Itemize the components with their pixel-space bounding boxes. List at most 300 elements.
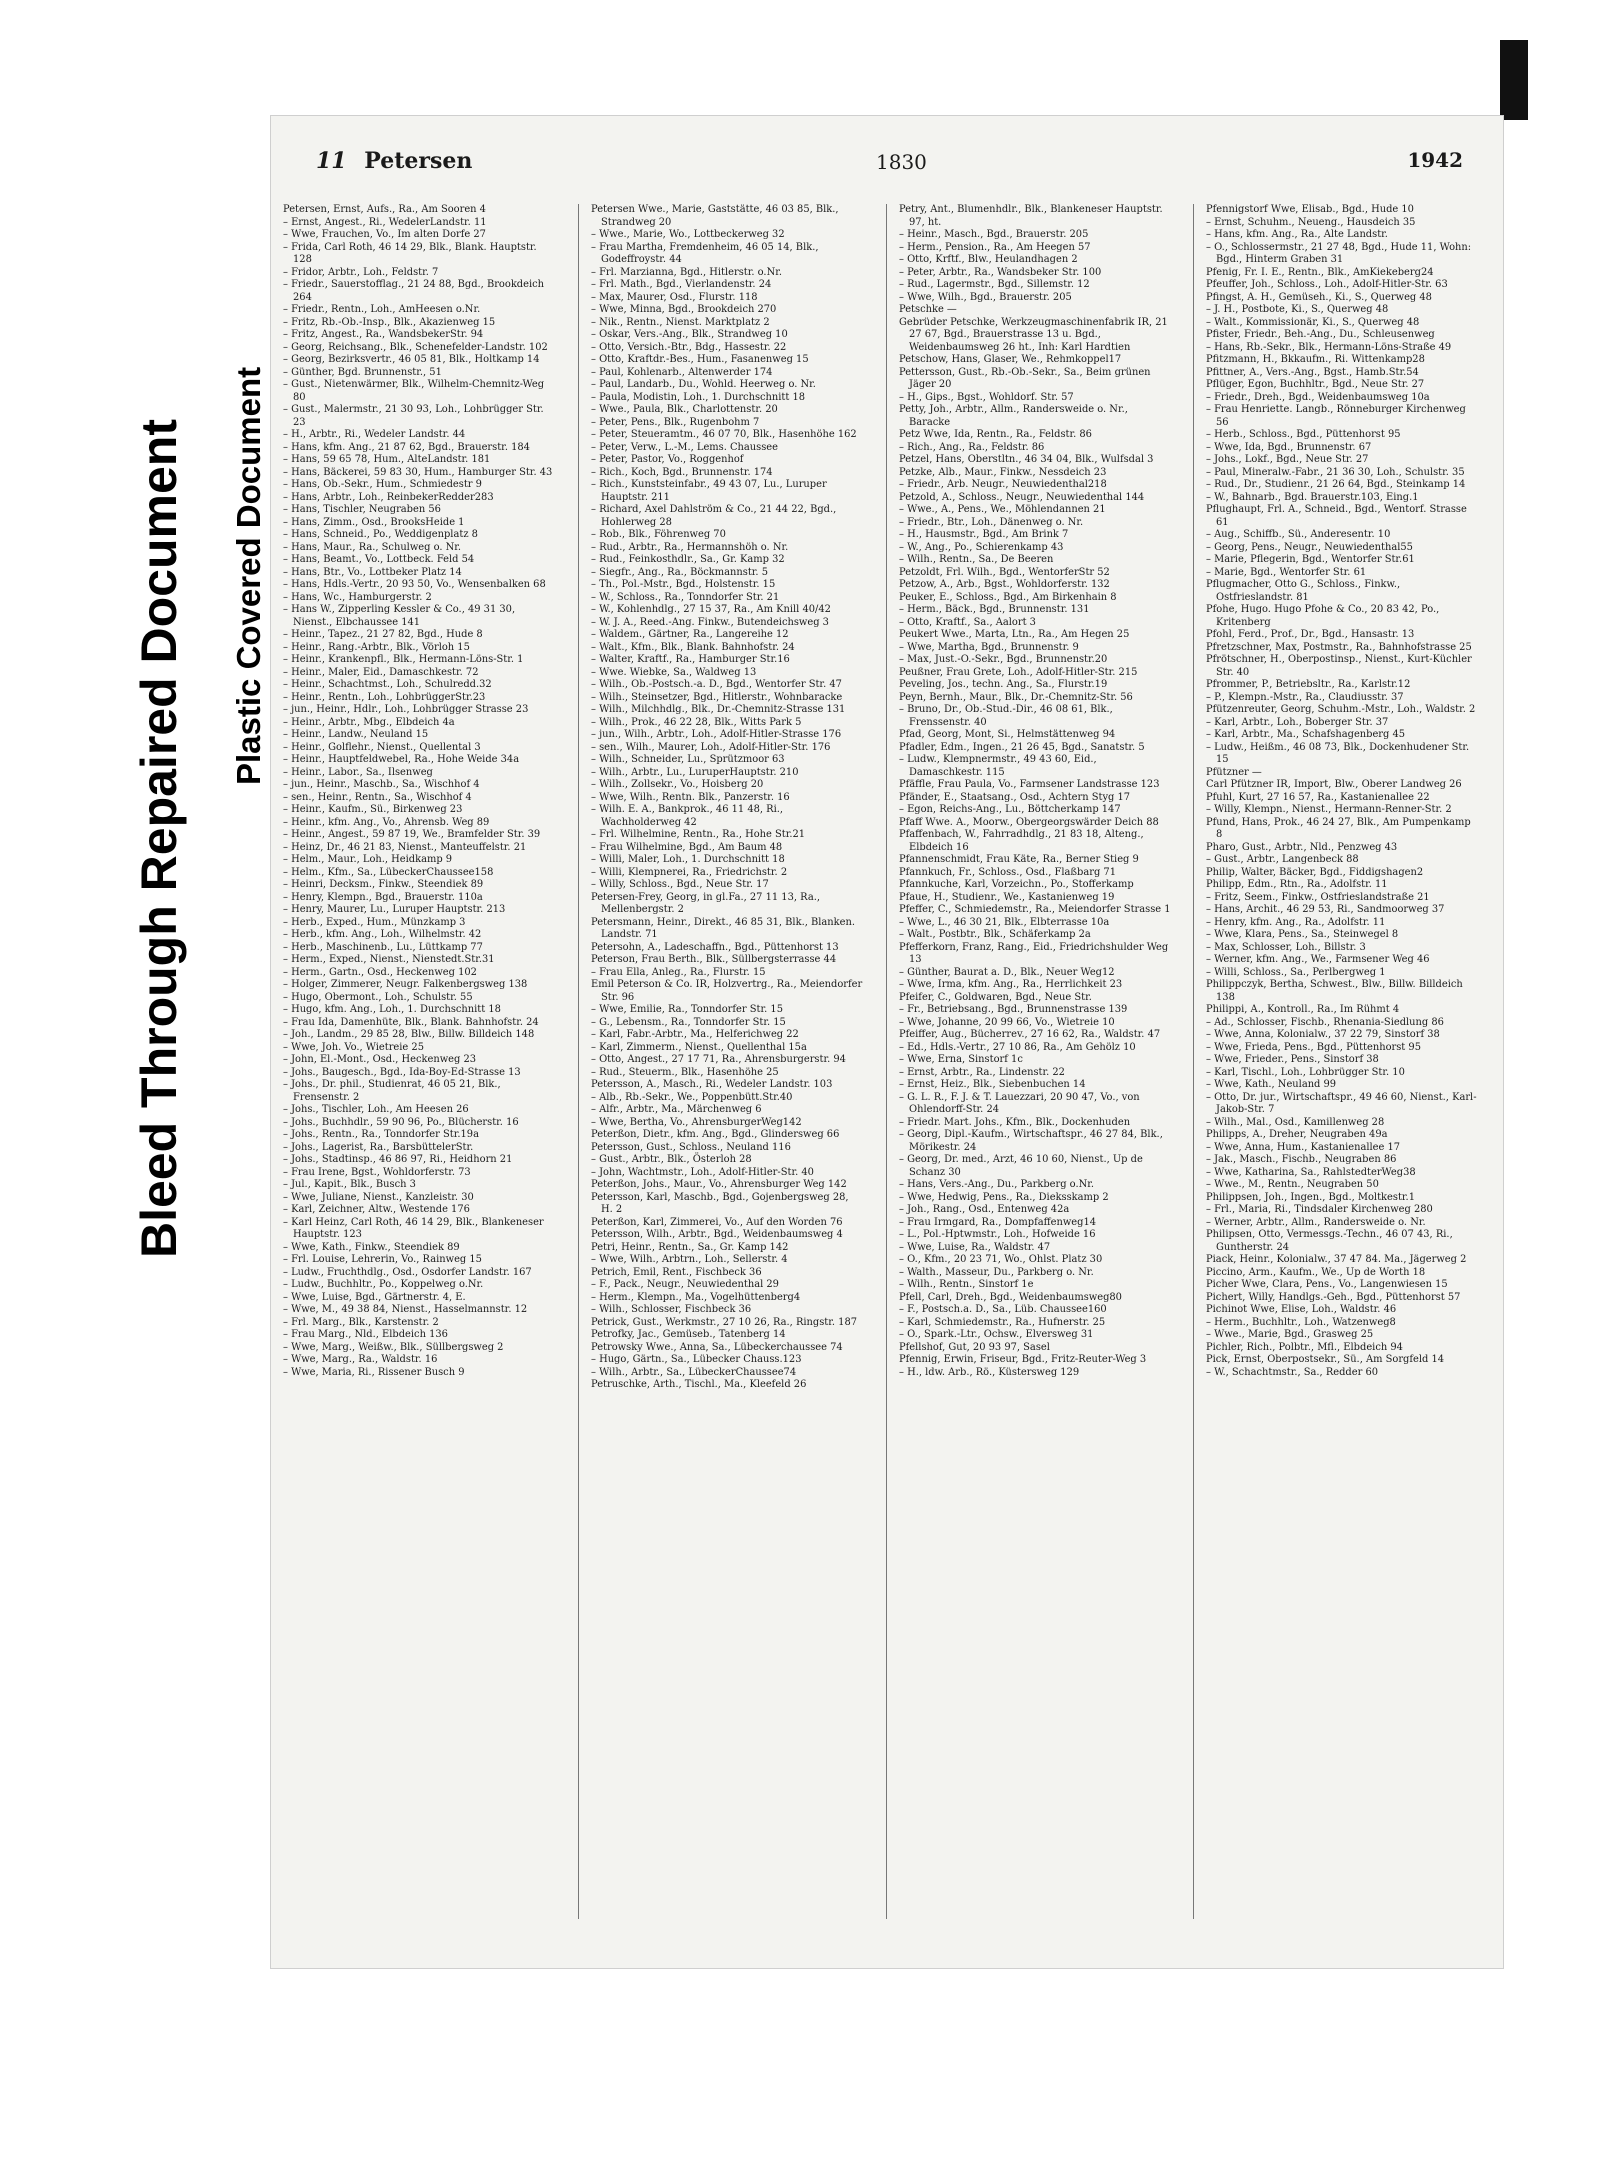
directory-entry: – Georg, Pens., Neugr., Neuwiedenthal55 [1206, 541, 1413, 553]
directory-entry: – Heinr., Tapez., 21 27 82, Bgd., Hude 8 [283, 629, 483, 640]
directory-entry: – Wilh., Schneider, Lu., Sprützmoor 63 [591, 754, 785, 765]
directory-entry: Petersen Wwe., Marie, Gaststätte, 46 03 85, Blk., Strandweg 20 [591, 204, 839, 228]
directory-entry: Peterßon, Johs., Maur., Vo., Ahrensburger Weg 142 [591, 1179, 847, 1190]
directory-entry: – Hans, Schneid., Po., Weddigenplatz 8 [283, 529, 478, 540]
directory-entry: – Th., Pol.-Mstr., Bgd., Holstenstr. 15 [591, 579, 776, 590]
directory-entry: – Siegfr., Ang., Ra., Böckmannstr. 5 [591, 566, 768, 578]
directory-entry: – Max, Just.-O.-Sekr., Bgd., Brunnenstr.20 [899, 654, 1108, 665]
directory-entry: – Wilh., Mal., Osd., Kamillenweg 28 [1206, 1116, 1385, 1128]
directory-entry: – Georg, Bezirksvertr., 46 05 81, Blk., Holtkamp 14 [283, 354, 540, 365]
directory-entry: – Johs., Lokf., Bgd., Neue Str. 27 [1206, 454, 1369, 465]
directory-entry: – Frau Marg., Nld., Elbdeich 136 [283, 1329, 448, 1340]
directory-entry: – Karl, Fabr.-Arbtr., Ma., Helferichweg 22 [591, 1029, 799, 1040]
directory-entry: Pfrötschner, H., Oberpostinsp., Nienst., Kurt-Küchler Str. 40 [1206, 654, 1472, 678]
directory-entry: – Hans, Bäckerei, 59 83 30, Hum., Hamburger Str. 43 [283, 466, 553, 478]
directory-entry: – Hans, Ob.-Sekr., Hum., Schmiedestr 9 [283, 479, 482, 490]
directory-entry: – Frl., Maria, Ri., Tindsdaler Kirchenweg 280 [1206, 1204, 1433, 1215]
directory-entry: Pfund, Hans, Prok., 46 24 27, Blk., Am Pumpenkamp 8 [1206, 816, 1471, 840]
directory-entry: – Peter, Verw., L.-M., Lems. Chaussee [591, 441, 778, 453]
directory-entry: – Wilh., Steinsetzer, Bgd., Hitlerstr., Wohnbaracke [591, 691, 843, 703]
directory-entry: – Peter, Arbtr., Ra., Wandsbeker Str. 100 [899, 266, 1102, 278]
directory-entry: – Johs., Buchhdlr., 59 90 96, Po., Blücherstr. 16 [283, 1116, 519, 1128]
directory-entry: Petschke — [899, 304, 957, 315]
directory-entry: – sen., Wilh., Maurer, Loh., Adolf-Hitler-Str. 176 [591, 741, 831, 753]
directory-entry: Piack, Heinr., Kolonialw., 37 47 84. Ma., Jägerweg 2 [1206, 1254, 1467, 1265]
column-4 [1206, 204, 1478, 1924]
year-label: 1942 [1407, 148, 1463, 172]
directory-entry: Pfell, Carl, Dreh., Bgd., Weidenbaumsweg80 [899, 1291, 1122, 1303]
directory-entry: – Wilh. E. A., Bankprok., 46 11 48, Ri., Wachholderweg 42 [591, 804, 784, 828]
directory-entry: – G. L. R., F. J. & T. Lauezzari, 20 90 47, Vo., von Ohlendorff-Str. 24 [899, 1091, 1140, 1115]
directory-entry: – Heinr., Rang.-Arbtr., Blk., Vörloh 15 [283, 641, 470, 653]
directory-entry: – Otto, Versich.-Btr., Bdg., Hassestr. 22 [591, 341, 787, 353]
directory-entry: Peterson, Frau Berth., Blk., Süllbergsterrasse 44 [591, 954, 837, 965]
directory-entry: Pfaffenbach, W., Fahrradhdlg., 21 83 18, Alteng., Elbdeich 16 [899, 829, 1144, 853]
directory-entry: Pfeuffer, Joh., Schloss., Loh., Adolf-Hitler-Str. 63 [1206, 279, 1448, 290]
directory-entry: – Gust., Malermstr., 21 30 93, Loh., Lohbrügger Str. 23 [283, 404, 544, 428]
column-rule [578, 204, 579, 1919]
directory-entry: – Heinr., kfm. Ang., Vo., Ahrensb. Weg 89 [283, 816, 490, 828]
directory-entry: – Wilh., Arbtr., Sa., LübeckerChaussee74 [591, 1366, 797, 1378]
directory-entry: – Rob., Blk., Föhrenweg 70 [591, 529, 726, 540]
directory-entry: – Bruno, Dr., Ob.-Stud.-Dir., 46 08 61, Blk., Frenssenstr. 40 [899, 704, 1113, 728]
directory-entry: Pick, Ernst, Oberpostsekr., Sü., Am Sorgfeld 14 [1206, 1354, 1445, 1365]
directory-entry: Peuker, E., Schloss., Bgd., Am Birkenhain 8 [899, 591, 1117, 603]
directory-entry: Petry, Ant., Blumenhdlr., Blk., Blankeneser Hauptstr. 97, ht. [899, 204, 1163, 228]
directory-entry: – Henry, kfm. Ang., Ra., Adolfstr. 11 [1206, 916, 1386, 928]
running-head-title: Petersen [364, 148, 473, 174]
directory-entry: – Karl, Arbtr., Loh., Boberger Str. 37 [1206, 716, 1389, 728]
directory-entry: Pfannkuch, Fr., Schloss., Osd., Flaßbarg 71 [899, 866, 1116, 878]
directory-entry: – Karl Heinz, Carl Roth, 46 14 29, Blk., Blankeneser Hauptstr. 123 [283, 1216, 544, 1240]
directory-entry: Petzold, A., Schloss., Neugr., Neuwiedenthal 144 [899, 491, 1145, 503]
directory-entry: – G., Lebensm., Ra., Tonndorfer Str. 15 [591, 1016, 786, 1028]
directory-entry: – Friedr., Btr., Loh., Dänenweg o. Nr. [899, 516, 1084, 528]
directory-entry: – W., Bahnarb., Bgd. Brauerstr.103, Eing.1 [1206, 491, 1419, 503]
directory-entry: – jun., Wilh., Arbtr., Loh., Adolf-Hitler-Strasse 176 [591, 729, 842, 740]
directory-entry: Peterßon, Karl, Zimmerei, Vo., Auf den Worden 76 [591, 1216, 843, 1228]
directory-entry: – Frl. Wilhelmine, Rentn., Ra., Hohe Str.21 [591, 829, 806, 840]
directory-entry: Petruschke, Arth., Tischl., Ma., Kleefeld 26 [591, 1379, 807, 1390]
directory-entry: – Wwe, Klara, Pens., Sa., Steinwegel 8 [1206, 929, 1399, 940]
directory-entry: – Hans W., Zipperling Kessler & Co., 49 31 30, Nienst., Elbchaussee 141 [283, 604, 516, 628]
directory-entry: Petersen-Frey, Georg, in gl.Fa., 27 11 13, Ra., Mellenbergstr. 2 [591, 891, 820, 915]
directory-entry: Petrowsky Wwe., Anna, Sa., Lübeckerchaussee 74 [591, 1341, 843, 1353]
directory-entry: – Wwe, Frauchen, Vo., Im alten Dorfe 27 [283, 229, 486, 240]
directory-entry: Pfitzmann, H., Bkkaufm., Ri. Wittenkamp28 [1206, 354, 1425, 365]
directory-entry: – Oskar, Vers.-Ang., Blk., Strandweg 10 [591, 329, 788, 340]
directory-entry: – Johs., Baugesch., Bgd., Ida-Boy-Ed-Strasse 13 [283, 1066, 521, 1078]
directory-entry: – Paul, Landarb., Du., Wohld. Heerweg o. Nr. [591, 379, 816, 390]
directory-entry: – Heinr., Schachtmst., Loh., Schulredd.32 [283, 679, 492, 690]
directory-entry: – Wwe, Luise, Ra., Waldstr. 47 [899, 1241, 1051, 1253]
directory-entry: – H., Gips., Bgst., Wohldorf. Str. 57 [899, 391, 1074, 403]
directory-entry: Pfenig, Fr. I. E., Rentn., Blk., AmKiekeberg24 [1206, 266, 1434, 278]
directory-entry: Pfützenreuter, Georg, Schuhm.-Mstr., Loh., Waldstr. 2 [1206, 704, 1476, 715]
directory-entry: – Hans, Beamt., Vo., Lottbeck. Feld 54 [283, 554, 475, 565]
directory-entry: – Holger, Zimmerer, Neugr. Falkenbergsweg 138 [283, 979, 528, 990]
directory-entry: – Peter, Pens., Blk., Rugenbohm 7 [591, 416, 760, 428]
directory-entry: Petrich, Emil, Rent., Fischbeck 36 [591, 1266, 762, 1278]
directory-entry: – Frau Irmgard, Ra., Dompfaffenweg14 [899, 1216, 1097, 1228]
directory-entry: – Willi, Schloss., Sa., Perlbergweg 1 [1206, 966, 1386, 978]
directory-entry: – Wwe, L., 46 30 21, Blk., Elbterrasse 10a [899, 916, 1110, 928]
directory-entry: Peyn, Bernh., Maur., Blk., Dr.-Chemnitz-Str. 56 [899, 691, 1133, 703]
directory-entry: – Fritz, Seem., Finkw., Ostfrieslandstraße 21 [1206, 891, 1430, 903]
directory-entry: – Wwe, Kath., Neuland 99 [1206, 1079, 1337, 1090]
directory-entry: – Johs., Stadtinsp., 46 86 97, Ri., Heidhorn 21 [283, 1154, 513, 1165]
directory-entry: – Rud., Lagermstr., Bgd., Sillemstr. 12 [899, 279, 1090, 290]
directory-entry: Pflugmacher, Otto G., Schloss., Finkw., Ostfrieslandstr. 81 [1206, 579, 1401, 603]
directory-entry: – Wwe, Wilh., Bgd., Brauerstr. 205 [899, 291, 1072, 303]
directory-entry: – O., Schlossermstr., 21 27 48, Bgd., Hude 11, Wohn: Bgd., Hinterm Graben 31 [1206, 241, 1472, 265]
running-head-left [316, 148, 472, 174]
directory-entry: – Karl, Tischl., Loh., Lohbrügger Str. 10 [1206, 1066, 1405, 1078]
directory-entry: Philipsen, Otto, Vermessgs.-Techn., 46 07 43, Ri., Guntherstr. 24 [1206, 1229, 1453, 1253]
directory-entry: – Rich., Kunststeinfabr., 49 43 07, Lu., Luruper Hauptstr. 211 [591, 479, 827, 503]
directory-entry: – Paul, Kohlenarb., Altenwerder 174 [591, 366, 773, 378]
directory-entry: Philipp, Edm., Rtn., Ra., Adolfstr. 11 [1206, 879, 1388, 890]
directory-entry: – W. J. A., Reed.-Ang. Finkw., Butendeichsweg 3 [591, 616, 829, 628]
directory-entry: – Richard, Axel Dahlström & Co., 21 44 22, Bgd., Hohlerweg 28 [591, 504, 837, 528]
directory-entry: – Otto, Angest., 27 17 71, Ra., Ahrensburgerstr. 94 [591, 1054, 846, 1065]
directory-entry: – Herb., Schloss., Bgd., Püttenhorst 95 [1206, 429, 1401, 440]
directory-entry: – Paul, Mineralw.-Fabr., 21 36 30, Loh., Schulstr. 35 [1206, 466, 1465, 478]
directory-entry: – Jak., Masch., Fischb., Neugraben 86 [1206, 1154, 1397, 1165]
directory-entry: – Wilh., Prok., 46 22 28, Blk., Witts Park 5 [591, 716, 802, 728]
directory-entry: – Walt., Kfm., Blk., Blank. Bahnhofstr. 24 [591, 641, 795, 653]
directory-entry: Pfingst, A. H., Gemüseh., Ki., S., Querweg 48 [1206, 291, 1432, 303]
directory-entry: Petzke, Alb., Maur., Finkw., Nessdeich 23 [899, 466, 1107, 478]
directory-entry: Pfad, Georg, Mont, Si., Helmstättenweg 94 [899, 729, 1116, 740]
directory-entry: Philippczyk, Bertha, Schwest., Blw., Billw. Billdeich 138 [1206, 979, 1463, 1003]
directory-entry: – Wwe, Wilh., Arbtrn., Loh., Sellerstr. 4 [591, 1254, 788, 1265]
directory-entry: Philippsen, Joh., Ingen., Bgd., Moltkestr.1 [1206, 1191, 1415, 1203]
directory-entry: – jun., Heinr., Hdlr., Loh., Lohbrügger Strasse 23 [283, 704, 529, 715]
directory-entry: – Hans, Btr., Vo., Lottbeker Platz 14 [283, 566, 462, 578]
bleed-through-label [130, 419, 188, 1258]
directory-entry: – Herb., Exped., Hum., Münzkamp 3 [283, 916, 466, 928]
directory-entry: – Gust., Arbtr., Langenbeck 88 [1206, 854, 1359, 865]
directory-entry: – W., Ang., Po., Schierenkamp 43 [899, 541, 1064, 553]
directory-entry: Philip, Walter, Bäcker, Bgd., Fiddigshagen2 [1206, 866, 1424, 878]
directory-entry: – Henry, Klempn., Bgd., Brauerstr. 110a [283, 891, 483, 903]
directory-entry: – Karl, Arbtr., Ma., Schafshagenberg 45 [1206, 729, 1406, 740]
directory-entry: – Heinr., Arbtr., Mbg., Elbdeich 4a [283, 716, 455, 728]
directory-entry: – Hans, Vers.-Ang., Du., Parkberg o.Nr. [899, 1179, 1094, 1190]
directory-entry: – Nik., Rentn., Nienst. Marktplatz 2 [591, 316, 770, 328]
directory-entry: – Friedr., Rentn., Loh., AmHeesen o.Nr. [283, 304, 481, 315]
directory-entry: – Friedr. Mart. Johs., Kfm., Blk., Dockenhuden [899, 1116, 1131, 1128]
directory-entry: – Fritz, Angest., Ra., WandsbekerStr. 94 [283, 329, 484, 340]
directory-entry: – Wwe, Ida, Bgd., Brunnenstr. 67 [1206, 441, 1372, 453]
directory-entry: – F., Pack., Neugr., Neuwiedenthal 29 [591, 1279, 779, 1290]
directory-entry: Petri, Heinr., Rentn., Sa., Gr. Kamp 142 [591, 1241, 789, 1253]
directory-entry: – Otto, Kraftf., Sa., Aalort 3 [899, 616, 1036, 628]
directory-entry: – Wwe, M., 49 38 84, Nienst., Hasselmannstr. 12 [283, 1304, 528, 1315]
directory-entry: – Wilh., Milchhdlg., Blk., Dr.-Chemnitz-Strasse 131 [591, 704, 846, 715]
column-rule [1193, 204, 1194, 1919]
directory-entry: – Frl. Marg., Blk., Karstenstr. 2 [283, 1316, 439, 1328]
directory-entry: – Heinr., Rentn., Loh., LohbrüggerStr.23 [283, 691, 486, 703]
directory-entry: – Heinr., Golflehr., Nienst., Quellental 3 [283, 741, 481, 753]
directory-entry: Petz Wwe, Ida, Rentn., Ra., Feldstr. 86 [899, 429, 1092, 440]
directory-entry: – Rud., Arbtr., Ra., Hermannshöh o. Nr. [591, 541, 789, 553]
directory-entry: – Wwe, Anna, Kolonialw., 37 22 79, Sinstorf 38 [1206, 1029, 1440, 1040]
directory-entry: – Wwe, Martha, Bgd., Brunnenstr. 9 [899, 641, 1079, 653]
directory-entry: Petty, Joh., Arbtr., Allm., Randersweide o. Nr., Baracke [899, 404, 1128, 428]
directory-entry: Pfeifer, C., Goldwaren, Bgd., Neue Str. [899, 991, 1092, 1003]
directory-entry: Pfuhl, Kurt, 27 16 57, Ra., Kastanienallee 22 [1206, 791, 1430, 803]
directory-entry: – Frau Irene, Bgst., Wohldorferstr. 73 [283, 1166, 471, 1178]
directory-entry: – Wwe, Luise, Bgd., Gärtnerstr. 4, E. [283, 1291, 466, 1303]
directory-entry: – Johs., Lagerist, Ra., BarsbüttelerStr. [283, 1141, 474, 1153]
directory-entry: Petrick, Gust., Werkmstr., 27 10 26, Ra., Ringstr. 187 [591, 1316, 858, 1328]
directory-entry: – Rud., Steuerm., Blk., Hasenhöhe 25 [591, 1066, 779, 1078]
directory-entry: – Gust., Arbtr., Blk., Österloh 28 [591, 1154, 752, 1165]
directory-entry: – Ludw., Heißm., 46 08 73, Blk., Dockenhudener Str. 15 [1206, 741, 1470, 765]
directory-entry: – Walt., Kommissionär, Ki., S., Querweg 48 [1206, 316, 1420, 328]
directory-entry: – Peter, Pastor, Vo., Roggenhof [591, 454, 744, 465]
directory-entry: – Wwe, Erna, Sinstorf 1c [899, 1054, 1023, 1065]
directory-entry: – Wilh., Ob.-Postsch.-a. D., Bgd., Wentorfer Str. 47 [591, 679, 842, 690]
directory-entry: – Wilh., Schlosser, Fischbeck 36 [591, 1304, 752, 1315]
directory-entry: – H., ldw. Arb., Rö., Küstersweg 129 [899, 1366, 1080, 1378]
directory-entry: – Georg, Dr. med., Arzt, 46 10 60, Nienst., Up de Schanz 30 [899, 1154, 1143, 1178]
directory-entry: – Frau Martha, Fremdenheim, 46 05 14, Blk., Godeffroystr. 44 [591, 241, 819, 265]
directory-entry: – H., Arbtr., Ri., Wedeler Landstr. 44 [283, 429, 466, 440]
directory-entry: Pfannkuche, Karl, Vorzeichn., Po., Stofferkamp [899, 879, 1134, 890]
directory-entry: – L., Pol.-Hptwmstr., Loh., Hofweide 16 [899, 1229, 1096, 1240]
directory-entry: – Hans, Arbtr., Loh., ReinbekerRedder283 [283, 491, 494, 503]
directory-entry: – Wwe, Juliane, Nienst., Kanzleistr. 30 [283, 1191, 474, 1203]
directory-entry: – Fr., Betriebsang., Bgd., Brunnenstrasse 139 [899, 1004, 1128, 1015]
directory-entry: – Hans, Archit., 46 29 53, Ri., Sandmoorweg 37 [1206, 904, 1445, 915]
column-rule [886, 204, 887, 1919]
directory-entry: Philippi, A., Kontroll., Ra., Im Rühmt 4 [1206, 1004, 1400, 1015]
directory-entry: – Fritz, Rb.-Ob.-Insp., Blk., Akazienweg 15 [283, 316, 496, 328]
directory-entry: – Rud., Feinkosthdlr., Sa., Gr. Kamp 32 [591, 554, 785, 565]
directory-entry: – J. H., Postbote, Ki., S., Querweg 48 [1206, 304, 1389, 315]
directory-entry: – Ludw., Buchhltr., Po., Koppelweg o.Nr. [283, 1279, 484, 1290]
directory-entry: – Wilh., Zollsekr., Vo., Hoisberg 20 [591, 779, 764, 790]
directory-entry: – Heinr., Hauptfeldwebel, Ra., Hohe Weide 34a [283, 754, 520, 765]
directory-entry: – Helm., Maur., Loh., Heidkamp 9 [283, 854, 453, 865]
directory-entry: Pettersson, Gust., Rb.-Ob.-Sekr., Sa., Beim grünen Jäger 20 [899, 366, 1151, 390]
directory-entry: – Hans, Rb.-Sekr., Blk., Hermann-Löns-Straße 49 [1206, 341, 1452, 353]
directory-entry: – Willi, Maler, Loh., 1. Durchschnitt 18 [591, 854, 785, 865]
directory-entry: – Wwe., Marie, Bgd., Grasweg 25 [1206, 1329, 1374, 1340]
directory-entry: – Georg, Reichsang., Blk., Schenefelder-Landstr. 102 [283, 341, 548, 353]
directory-entry: – Wwe, Maria, Ri., Rissener Busch 9 [283, 1366, 465, 1378]
directory-entry: – Friedr., Dreh., Bgd., Weidenbaumsweg 10a [1206, 391, 1430, 403]
directory-entry: Petzow, A., Arb., Bgst., Wohldorferstr. 132 [899, 579, 1110, 590]
directory-entry: – Wwe, Minna, Bgd., Brookdeich 270 [591, 304, 777, 315]
directory-entry: Petschow, Hans, Glaser, We., Rehmkoppel17 [899, 354, 1122, 365]
directory-entry: – Hans, Tischler, Neugraben 56 [283, 504, 441, 515]
directory-entry: – Herm., Pension., Ra., Am Heegen 57 [899, 241, 1091, 253]
directory-entry: Pfannenschmidt, Frau Käte, Ra., Berner Stieg 9 [899, 854, 1139, 865]
directory-entry: – Herm., Buchhltr., Loh., Watzenweg8 [1206, 1316, 1396, 1328]
directory-entry: Petersson, Karl, Maschb., Bgd., Gojenbergsweg 28, H. 2 [591, 1191, 849, 1215]
directory-entry: Petersmann, Heinr., Direkt., 46 85 31, Blk., Blanken. Landstr. 71 [591, 916, 855, 940]
directory-entry: – Wwe, Marg., Weißw., Blk., Süllbergsweg 2 [283, 1341, 504, 1353]
directory-entry: Pflüger, Egon, Buchhltr., Bgd., Neue Str. 27 [1206, 379, 1425, 390]
directory-entry: Pfefferkorn, Franz, Rang., Eid., Friedrichshulder Weg 13 [899, 941, 1169, 965]
directory-entry: – Johs., Tischler, Loh., Am Heesen 26 [283, 1104, 469, 1115]
directory-entry: – Herm., Gartn., Osd., Heckenweg 102 [283, 966, 477, 978]
directory-entry: – Alb., Rb.-Sekr., We., Poppenbütt.Str.40 [591, 1091, 793, 1103]
directory-entry: – Werner, Arbtr., Allm., Randersweide o. Nr. [1206, 1216, 1426, 1228]
directory-entry: Pfellshof, Gut, 20 93 97, Sasel [899, 1341, 1050, 1353]
directory-entry: – Hans, 59 65 78, Hum., AlteLandstr. 181 [283, 454, 491, 465]
directory-entry: – Frl. Louise, Lehrerin, Vo., Rainweg 15 [283, 1254, 482, 1265]
directory-entry: Emil Peterson & Co. IR, Holzvertrg., Ra., Meiendorfer Str. 96 [591, 979, 863, 1003]
directory-entry: Pfaff Wwe. A., Moorw., Obergeorgswärder Deich 88 [899, 816, 1159, 828]
directory-entry: – Frau Wilhelmine, Bgd., Am Baum 48 [591, 841, 783, 853]
directory-entry: – Peter, Steueramtm., 46 07 70, Blk., Hasenhöhe 162 [591, 429, 857, 440]
directory-entry: Petrofky, Jac., Gemüseb., Tatenberg 14 [591, 1329, 786, 1340]
directory-entry: – Wilh., Rentn., Sinstorf 1e [899, 1279, 1034, 1290]
directory-entry: – Ernst, Heiz., Blk., Siebenbuchen 14 [899, 1079, 1086, 1090]
directory-entry: Petersen, Ernst, Aufs., Ra., Am Sooren 4 [283, 204, 486, 215]
directory-entry: – W., Schloss., Ra., Tonndorfer Str. 21 [591, 591, 780, 603]
directory-entry: – Wwe, Katharina, Sa., RahlstedterWeg38 [1206, 1166, 1416, 1178]
directory-entry: – Herb., Maschinenb., Lu., Lüttkamp 77 [283, 941, 483, 953]
directory-entry: – Herm., Klempn., Ma., Vogelhüttenberg4 [591, 1291, 801, 1303]
directory-entry: Pfadler, Edm., Ingen., 21 26 45, Bgd., Sanatstr. 5 [899, 741, 1145, 753]
directory-entry: Piccino, Arm., Kaufm., We., Up de Worth 18 [1206, 1266, 1426, 1278]
page-number: 1830 [876, 150, 927, 174]
directory-entry: – Günther, Bgd. Brunnenstr., 51 [283, 366, 442, 378]
directory-entry: – Wwe., A., Pens., We., Möhlendannen 21 [899, 504, 1106, 515]
directory-entry: – Rich., Koch, Bgd., Brunnenstr. 174 [591, 466, 773, 478]
directory-entry: – Hugo, Gärtn., Sa., Lübecker Chauss.123 [591, 1354, 802, 1365]
directory-entry: – W., Kohlenhdlg., 27 15 37, Ra., Am Knill 40/42 [591, 604, 831, 615]
directory-entry: – Egon, Reichs-Ang., Lu., Böttcherkamp 147 [899, 804, 1121, 815]
plastic-covered-label: Plastic Covered Document [230, 366, 267, 785]
directory-page [270, 115, 1504, 1969]
directory-entry: – Frau Ida, Damenhüte, Blk., Blank. Bahnhofstr. 24 [283, 1016, 539, 1028]
directory-entry: Pfaue, H., Studienr., We., Kastanienweg 19 [899, 891, 1115, 903]
directory-entry: – Herm., Bäck., Bgd., Brunnenstr. 131 [899, 604, 1090, 615]
directory-entry: – Wilh., Rentn., Sa., De Beeren [899, 554, 1054, 565]
directory-entry: – Wwe, Irma, kfm. Ang., Ra., Herrlichkeit 23 [899, 979, 1123, 990]
directory-entry: Pfrommer, P., Betriebsltr., Ra., Karlstr.12 [1206, 679, 1411, 690]
directory-entry: Petzel, Hans, Oberstltn., 46 34 04, Blk., Wulfsdal 3 [899, 454, 1154, 465]
column-2 [591, 204, 863, 1924]
directory-entry: – Heinr., Kaufm., Sü., Birkenweg 23 [283, 804, 463, 815]
directory-entry: – Herb., kfm. Ang., Loh., Wilhelmstr. 42 [283, 929, 482, 940]
directory-entry: – Johs., Rentn., Ra., Tonndorfer Str.19a [283, 1129, 479, 1140]
directory-entry: – W., Schachtmstr., Sa., Redder 60 [1206, 1366, 1379, 1378]
directory-entry: – Willy, Klempn., Nienst., Hermann-Renner-Str. 2 [1206, 804, 1452, 815]
directory-entry: – Max, Maurer, Osd., Flurstr. 118 [591, 291, 758, 303]
directory-entry: – Marie, Bgd., Wentorfer Str. 61 [1206, 566, 1367, 578]
directory-entry: Pfohe, Hugo. Hugo Pfohe & Co., 20 83 42, Po., Kritenberg [1206, 604, 1440, 628]
directory-entry: – jun., Heinr., Maschb., Sa., Wischhof 4 [283, 779, 480, 790]
directory-entry: – Herm., Exped., Nienst., Nienstedt.Str.31 [283, 954, 495, 965]
directory-entry: Pichler, Rich., Polbtr., Mfl., Elbdeich 94 [1206, 1341, 1403, 1353]
directory-entry: Pfennig, Erwin, Friseur, Bgd., Fritz-Reuter-Weg 3 [899, 1354, 1147, 1365]
repaired-document-text: Repaired Document [131, 419, 187, 892]
directory-entry: Petersohn, A., Ladeschaffn., Bgd., Püttenhorst 13 [591, 941, 839, 953]
directory-entry: – Hans, Hdls.-Vertr., 20 93 50, Vo., Wensenbalken 68 [283, 579, 546, 590]
directory-entry: Peußner, Frau Grete, Loh., Adolf-Hitler-Str. 215 [899, 666, 1138, 678]
directory-entry: – Otto, Kraftdr.-Bes., Hum., Fasanenweg 15 [591, 354, 809, 365]
directory-entry: – Willi, Klempnerei, Ra., Friedrichstr. 2 [591, 866, 788, 878]
directory-entry: – Wwe, Bertha, Vo., AhrensburgerWeg142 [591, 1116, 802, 1128]
directory-entry: – Wwe, Hedwig, Pens., Ra., Dieksskamp 2 [899, 1191, 1109, 1203]
directory-entry: Peukert Wwe., Marta, Ltn., Ra., Am Hegen 25 [899, 629, 1130, 640]
directory-entry: Pfennigstorf Wwe, Elisab., Bgd., Hude 10 [1206, 204, 1414, 215]
directory-entry: – Wwe, Frieda, Pens., Bgd., Püttenhorst 95 [1206, 1041, 1421, 1053]
directory-entry: – Wwe, Wilh., Rentn. Blk., Panzerstr. 16 [591, 791, 790, 803]
directory-entry: – Wwe, Marg., Ra., Waldstr. 16 [283, 1354, 438, 1365]
directory-entry: – Fridor, Arbtr., Loh., Feldstr. 7 [283, 266, 439, 278]
column-1 [283, 204, 555, 1924]
directory-entry: – Wwe., Marie, Wo., Lottbeckerweg 32 [591, 229, 785, 240]
directory-entry: – Ludw., Klempnermstr., 49 43 60, Eid., Damaschkestr. 115 [899, 754, 1097, 778]
directory-entry: – Heinr., Labor., Sa., Ilsenweg [283, 766, 433, 778]
directory-entry: – Alfr., Arbtr., Ma., Märchenweg 6 [591, 1104, 762, 1115]
directory-entry: Pfeffer, C., Schmiedemstr., Ra., Meiendorfer Strasse 1 [899, 904, 1171, 915]
directory-entry: Pflughaupt, Frl. A., Schneid., Bgd., Wentorf. Strasse 61 [1206, 504, 1467, 528]
directory-entry: – Friedr., Arb. Neugr., Neuwiedenthal218 [899, 479, 1107, 490]
directory-entry: – Johs., Dr. phil., Studienrat, 46 05 21, Blk., Frensenstr. 2 [283, 1079, 501, 1103]
directory-entry: – Ad., Schlosser, Fischb., Rhenania-Siedlung 86 [1206, 1016, 1444, 1028]
section-number: 11 [316, 148, 347, 174]
directory-entry: – P., Klempn.-Mstr., Ra., Claudiusstr. 37 [1206, 691, 1404, 703]
directory-entry: – Hans, Maur., Ra., Schulweg o. Nr. [283, 541, 462, 553]
directory-entry: – Karl, Zimmerm., Nienst., Quellenthal 15a [591, 1041, 807, 1053]
directory-entry: – Jul., Kapit., Blk., Busch 3 [283, 1179, 416, 1190]
directory-entry: Petzoldt, Frl. Wilh., Bgd., WentorferStr 52 [899, 566, 1110, 578]
directory-entry: – Wwe, Kath., Finkw., Steendiek 89 [283, 1241, 460, 1253]
directory-entry: – Heinr., Maler, Eid., Damaschkestr. 72 [283, 666, 479, 678]
directory-entry: – Gust., Nietenwärmer, Blk., Wilhelm-Chemnitz-Weg 80 [283, 379, 545, 403]
directory-entry: Pharo, Gust., Arbtr., Nld., Penzweg 43 [1206, 841, 1398, 853]
directory-entry: – O., Spark.-Ltr., Ochsw., Elversweg 31 [899, 1329, 1094, 1340]
directory-entry: – Wwe, Frieder., Pens., Sinstorf 38 [1206, 1054, 1379, 1065]
directory-entry: – Hugo, kfm. Ang., Loh., 1. Durchschnitt 18 [283, 1004, 501, 1015]
directory-entry: – Heinr., Landw., Neuland 15 [283, 729, 429, 740]
column-3 [899, 204, 1171, 1924]
directory-entry: – Wwe, Joh. Vo., Wietreie 25 [283, 1041, 424, 1053]
directory-entry: – John, El.-Mont., Osd., Heckenweg 23 [283, 1054, 477, 1065]
directory-entry: – Waldem., Gärtner, Ra., Langereihe 12 [591, 629, 789, 640]
page-edge-tab [1500, 40, 1528, 120]
directory-entry: Pfeiffer, Aug., Bücherrev., 27 16 62, Ra., Waldstr. 47 [899, 1029, 1161, 1040]
bleed-through-text: Bleed Through [131, 905, 187, 1258]
directory-entry: Pfänder, E., Staatsang., Osd., Achtern Styg 17 [899, 791, 1131, 803]
directory-entry: – Frida, Carl Roth, 46 14 29, Blk., Blank. Hauptstr. 128 [283, 241, 537, 265]
directory-entry: – Frau Ella, Anleg., Ra., Flurstr. 15 [591, 966, 766, 978]
directory-entry: Petersson, Wilh., Arbtr., Bgd., Weidenbaumsweg 4 [591, 1229, 843, 1240]
directory-entry: – Ludw., Fruchthdlg., Osd., Osdorfer Landstr. 167 [283, 1266, 532, 1278]
directory-entry: – Heinr., Masch., Bgd., Brauerstr. 205 [899, 229, 1089, 240]
directory-entry: – O., Kfm., 20 23 71, Wo., Ohlst. Platz 30 [899, 1254, 1103, 1265]
directory-entry: – Heinr., Krankenpfl., Blk., Hermann-Löns-Str. 1 [283, 654, 524, 665]
directory-entry: – Karl, Schmiedemstr., Ra., Hufnerstr. 25 [899, 1316, 1106, 1328]
directory-entry: – Wwe, Anna, Hum., Kastanienallee 17 [1206, 1141, 1401, 1153]
directory-entry: – Wwe. Wiebke, Sa., Waldweg 13 [591, 666, 757, 678]
directory-entry: Pichinot Wwe, Elise, Loh., Waldstr. 46 [1206, 1304, 1397, 1315]
directory-entry: – Paula, Modistin, Loh., 1. Durchschnitt 18 [591, 391, 806, 403]
directory-entry: Peterßon, Dietr., kfm. Ang., Bgd., Glindersweg 66 [591, 1129, 840, 1140]
directory-entry: – Wwe, Johanne, 20 99 66, Vo., Wietreie 10 [899, 1016, 1115, 1028]
directory-entry: – Rich., Ang., Ra., Feldstr. 86 [899, 441, 1045, 453]
